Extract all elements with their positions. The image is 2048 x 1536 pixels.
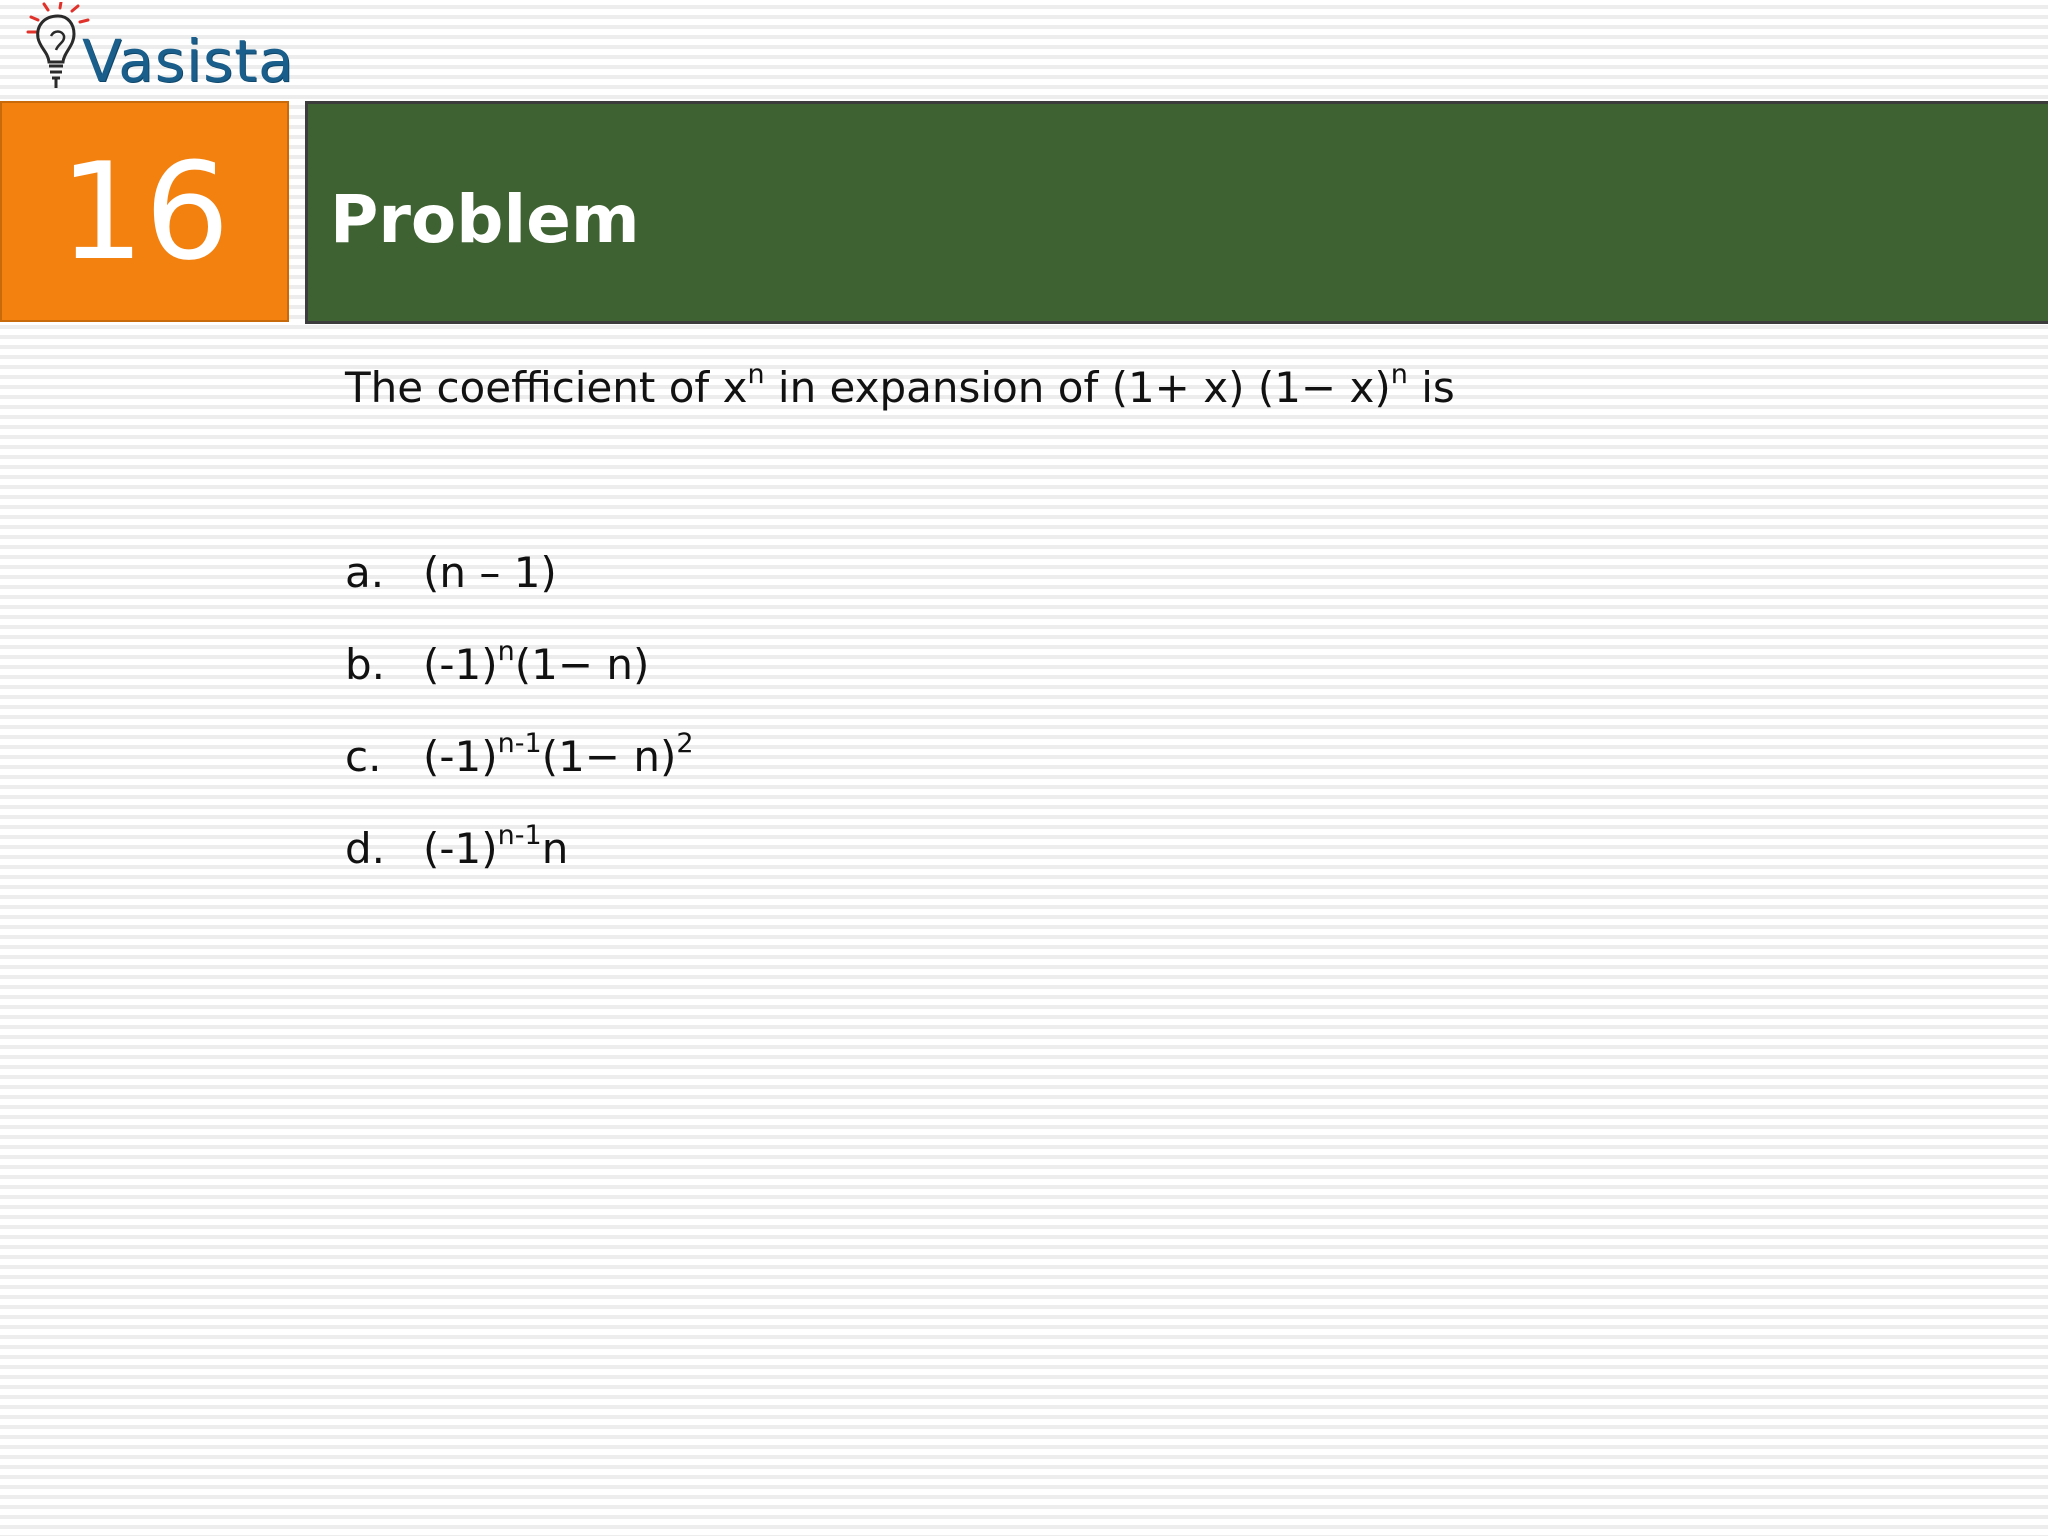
- option-c[interactable]: [345, 729, 694, 821]
- option-exponent-2: 2: [676, 728, 694, 760]
- slide-number-box: [0, 101, 289, 322]
- slide-number: 16: [59, 133, 230, 290]
- question-prefix: The coefficient of x: [345, 363, 748, 412]
- option-letter: b.: [345, 640, 386, 689]
- slide-title: Problem: [330, 181, 640, 258]
- option-rest: (1− n): [514, 640, 650, 689]
- option-base: (-1): [423, 732, 498, 781]
- question-sup-2: n: [1390, 359, 1408, 391]
- option-letter: d.: [345, 824, 386, 873]
- logo-wordmark: Vasista: [82, 27, 295, 95]
- option-b[interactable]: [345, 637, 694, 729]
- option-letter: c.: [345, 732, 382, 781]
- option-exponent: n-1: [497, 728, 542, 760]
- option-letter: a.: [345, 548, 385, 597]
- option-base: (n – 1): [423, 548, 557, 597]
- option-base: (-1): [423, 640, 498, 689]
- question-text: [345, 360, 1945, 416]
- option-exponent: n-1: [497, 820, 542, 852]
- question-middle: in expansion of (1+ x) (1− x): [764, 363, 1391, 412]
- option-rest: n: [541, 824, 569, 873]
- question-sup-1: n: [747, 359, 765, 391]
- question-suffix: is: [1407, 363, 1455, 412]
- option-base: (-1): [423, 824, 498, 873]
- option-d[interactable]: [345, 821, 694, 913]
- title-bar: [305, 101, 2048, 324]
- option-exponent: n: [497, 636, 515, 668]
- slide-content: [345, 359, 1945, 873]
- answer-options: [345, 545, 694, 913]
- option-a[interactable]: [345, 545, 694, 637]
- option-rest: (1− n): [541, 732, 677, 781]
- vasista-logo: [18, 2, 295, 98]
